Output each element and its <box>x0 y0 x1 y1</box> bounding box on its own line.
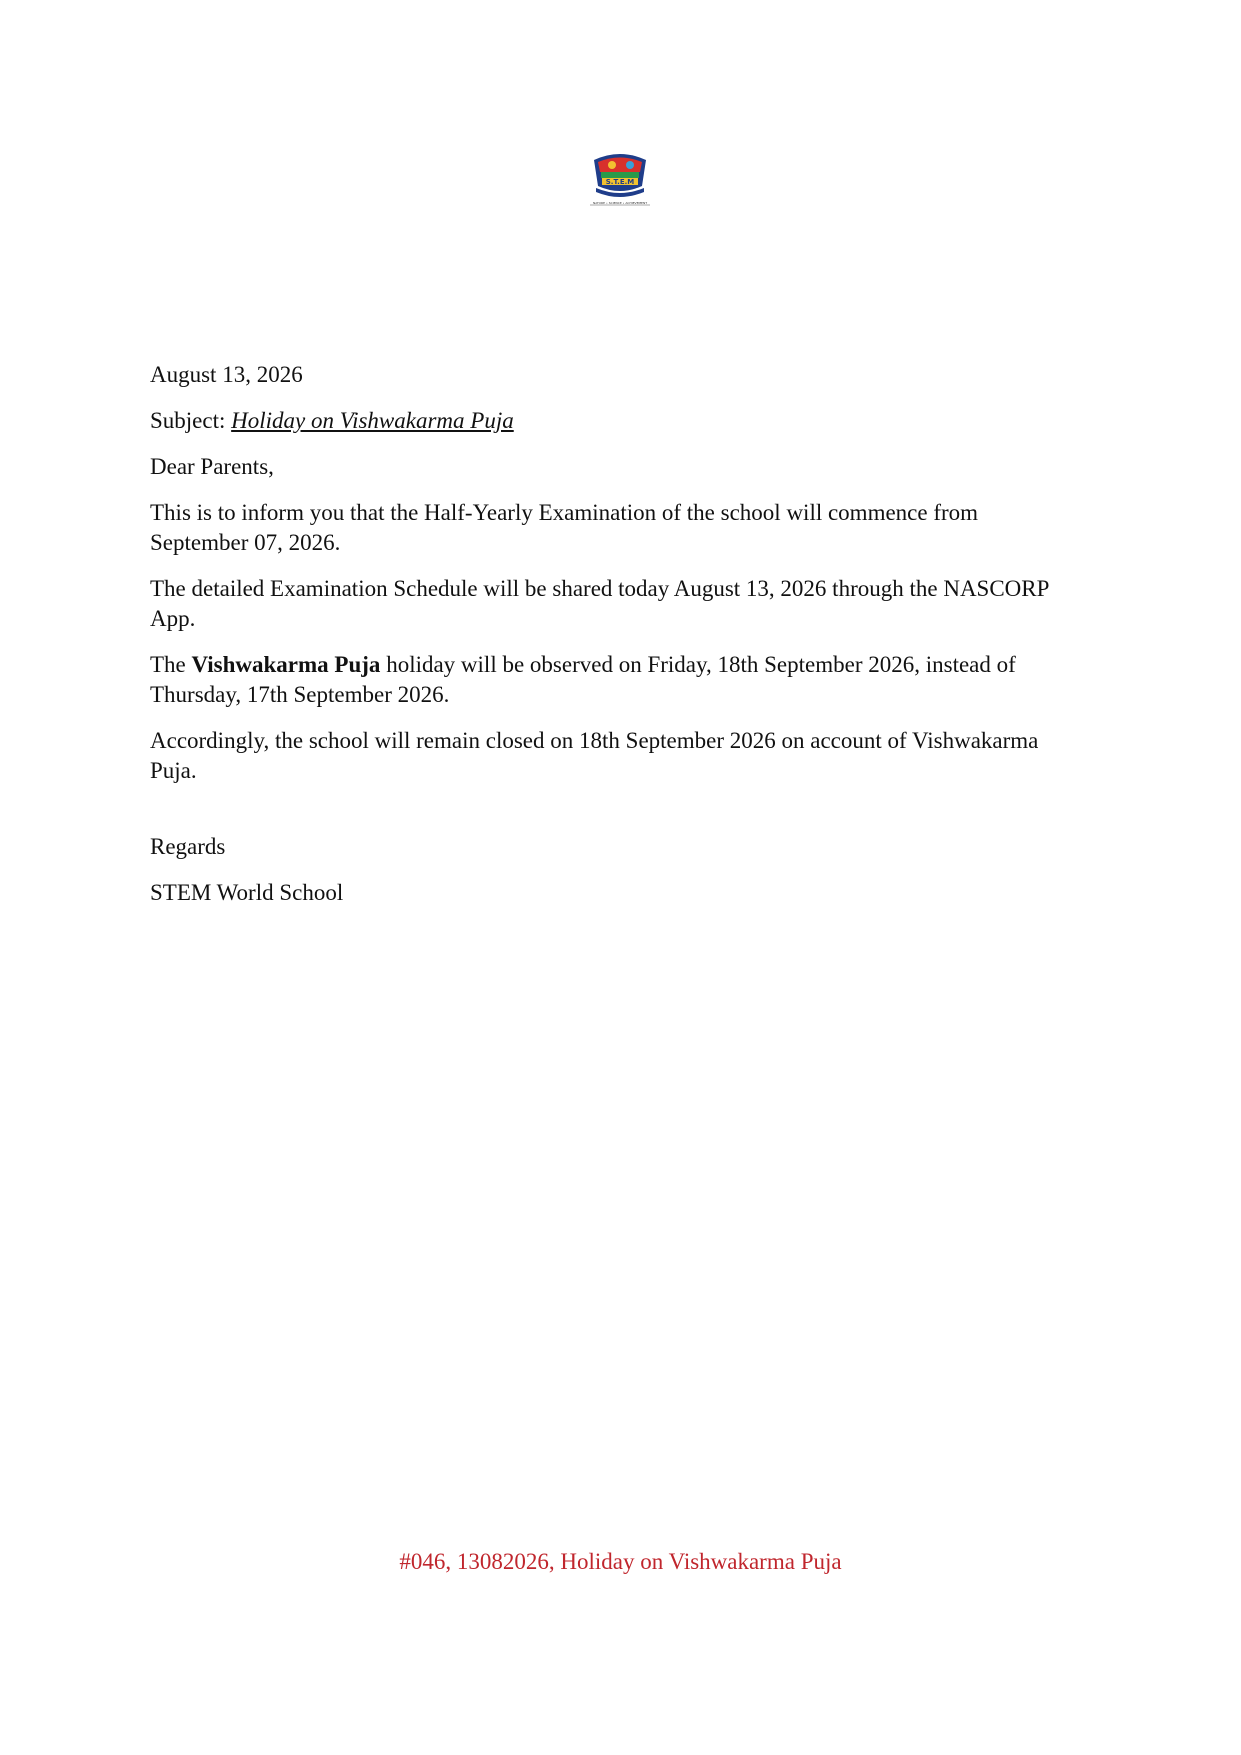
footer-reference: #046, 13082026, Holiday on Vishwakarma Puja <box>399 1549 842 1574</box>
paragraph-exam-commence: This is to inform you that the Half-Yearly Examination of the school will commence from September 07, 2026. <box>150 500 979 555</box>
signature: STEM World School <box>150 880 344 905</box>
paragraph-schedule-shared: The detailed Examination Schedule will be shared today August 13, 2026 through the NASCORP App. <box>150 576 1049 631</box>
para3-bold: Vishwakarma Puja <box>191 652 381 677</box>
para3-pre: The <box>150 652 192 677</box>
salutation: Dear Parents, <box>150 454 274 479</box>
subject-label: Subject: <box>150 408 232 433</box>
letter-date: August 13, 2026 <box>150 362 303 387</box>
closing: Regards <box>150 834 226 859</box>
subject-title: Holiday on Vishwakarma Puja <box>231 408 514 433</box>
logo-motto: NATURE • SCIENCE • ACHIEVEMENT <box>592 201 648 205</box>
letter-body <box>150 360 1080 924</box>
paragraph-holiday-date <box>150 650 1080 710</box>
school-logo <box>588 150 652 208</box>
spacer <box>150 802 1080 832</box>
paragraph-school-closed: Accordingly, the school will remain closed on 18th September 2026 on account of Vishwakarma Puja. <box>150 728 1039 783</box>
crest-icon <box>588 150 652 208</box>
logo-text: S.T.E.M <box>605 178 635 186</box>
letter-subject <box>150 406 1080 436</box>
para3-post: holiday will be observed on Friday, 18th September 2026, instead of Thursday, 17th September 2026. <box>150 652 1016 707</box>
